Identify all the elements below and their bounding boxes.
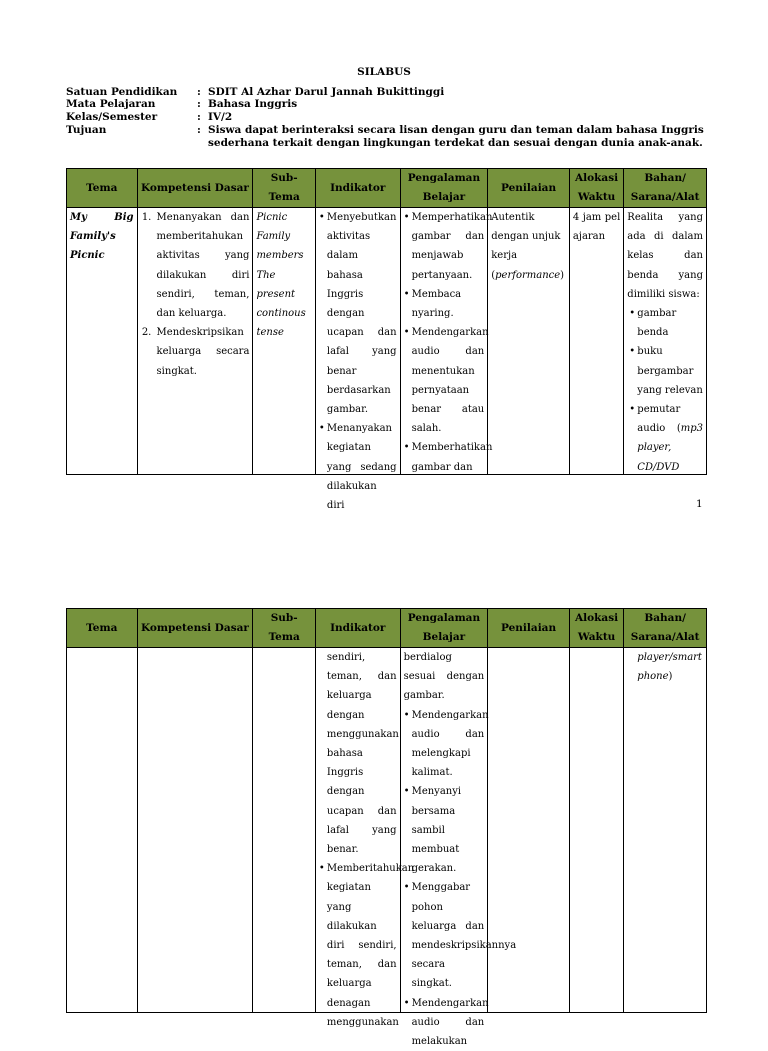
cell-kompetensi-dasar: [137, 208, 253, 475]
cell-tema: [67, 648, 138, 1013]
pengalaman-continued: berdialog sesuai dengan gambar.: [403, 652, 485, 702]
header-bahan: Bahan/ Sarana/Alat: [624, 169, 707, 208]
pengalaman-item: • Memberhatikan gambar dan: [412, 438, 485, 476]
header-kompetensi-dasar: Kompetensi Dasar: [137, 169, 253, 208]
cell-penilaian: [488, 648, 570, 1013]
meta-label: Kelas/Semester: [66, 111, 158, 123]
cell-bahan: [624, 208, 707, 475]
header-penilaian: Penilaian: [488, 609, 570, 648]
pengalaman-item: • Mendengarkan audio dan menentukan pernyataan benar atau salah.: [412, 323, 485, 438]
cell-indikator: [315, 208, 400, 512]
bahan-continued: player/smart phone: [637, 652, 702, 683]
header-sub-tema: Sub-Tema: [253, 169, 315, 208]
pengalaman-item: • Mendengarkan audio dan melengkapi kalimat.: [412, 706, 485, 783]
bahan-item: • gambar benda: [637, 304, 703, 342]
bahan-item: • pemutar audio (mp3 player, CD/DVD: [637, 400, 703, 477]
cell-sub-tema: [253, 648, 315, 1013]
kd-item: 1. Menanyakan dan memberitahukan aktivitas yang dilakukan diri sendiri, teman, dan keluarga.: [155, 208, 250, 323]
meta-label: Tujuan: [66, 124, 107, 136]
cell-kompetensi-dasar: [137, 648, 253, 1013]
document-title: SILABUS: [357, 66, 411, 78]
header-bahan: Bahan/ Sarana/Alat: [624, 609, 707, 648]
meta-value: IV/2: [208, 111, 233, 123]
cell-bahan: player/smart phone): [624, 648, 707, 1013]
pengalaman-item: • Memperhatikan gambar dan menjawab pertanyaan.: [412, 208, 485, 285]
header-indikator: Indikator: [315, 169, 400, 208]
header-alokasi-waktu: Alokasi Waktu: [569, 609, 623, 648]
syllabus-table-page1: [66, 168, 707, 512]
header-penilaian: Penilaian: [488, 169, 570, 208]
pengalaman-item: • Mendengarkan audio dan melakukan: [412, 994, 485, 1051]
bahan-item: • buku bergambar yang relevan: [637, 342, 703, 400]
header-pengalaman-belajar: Pengalaman Belajar: [400, 169, 488, 208]
cell-penilaian: Autentik dengan unjuk kerja (performance): [488, 208, 570, 475]
cell-pengalaman-belajar: [400, 208, 493, 475]
penilaian-performance: performance: [495, 269, 561, 281]
meta-value: Bahasa Inggris: [208, 98, 298, 110]
header-indikator: Indikator: [315, 609, 400, 648]
alokasi-text: 4 jam pelajaran: [572, 212, 621, 243]
indikator-item: • Memberitahukan kegiatan yang dilakukan diri sendiri, teman, dan keluarga denagan menggunakan: [327, 859, 397, 1032]
bahan-media: mp3 player, CD/DVD: [637, 423, 703, 473]
subtema-item: Family members: [256, 231, 304, 262]
pengalaman-item: • Membaca nyaring.: [412, 285, 485, 323]
cell-pengalaman-belajar: [400, 648, 517, 1048]
tema-text: My Big Family's Picnic: [70, 212, 134, 262]
meta-label: Satuan Pendidikan: [66, 86, 178, 98]
indikator-continued: sendiri, teman, dan keluarga dengan menggunakan bahasa Inggris dengan ucapan dan lafal yang benar.: [326, 652, 399, 856]
header-kompetensi-dasar: Kompetensi Dasar: [137, 609, 253, 648]
meta-value: SDIT Al Azhar Darul Jannah Bukittinggi: [208, 86, 445, 98]
header-sub-tema: Sub-Tema: [253, 609, 315, 648]
header-pengalaman-belajar: Pengalaman Belajar: [400, 609, 488, 648]
meta-value: Siswa dapat berinteraksi secara lisan dengan guru dan teman dalam bahasa Inggris sederhana terkait dengan lingkungan terdekat dan sesuai dengan dunia anak-anak.: [208, 124, 704, 149]
header-alokasi-waktu: Alokasi Waktu: [569, 169, 623, 208]
indikator-item: • Menanyakan kegiatan yang sedang dilakukan diri: [327, 419, 397, 515]
pengalaman-item: • Menyanyi bersama sambil membuat gerakan.: [412, 782, 485, 878]
pengalaman-item: • Menggabar pohon keluarga dan mendeskripsikannya secara singkat.: [412, 878, 485, 993]
syllabus-table-page2: [66, 608, 707, 1048]
subtema-item: Picnic: [256, 212, 288, 223]
header-tema: Tema: [67, 609, 138, 648]
indikator-item: • Menyebutkan aktivitas dalam bahasa Inggris dengan ucapan dan lafal yang benar berdasarkan gambar.: [327, 208, 397, 419]
cell-alokasi-waktu: [569, 648, 623, 1013]
header-tema: Tema: [67, 169, 138, 208]
cell-alokasi-waktu: [569, 208, 623, 475]
cell-tema: [67, 208, 138, 475]
subtema-item: The present continous tense: [256, 269, 306, 339]
meta-label: Mata Pelajaran: [66, 98, 156, 110]
cell-sub-tema: [253, 208, 315, 475]
page-number: 1: [696, 498, 703, 510]
kd-item: 2. Mendeskripsikan keluarga secara singkat.: [155, 323, 250, 381]
bahan-intro: Realita yang ada di dalam kelas dan benda yang dimiliki siswa:: [627, 212, 703, 300]
cell-indikator: [315, 648, 415, 1028]
